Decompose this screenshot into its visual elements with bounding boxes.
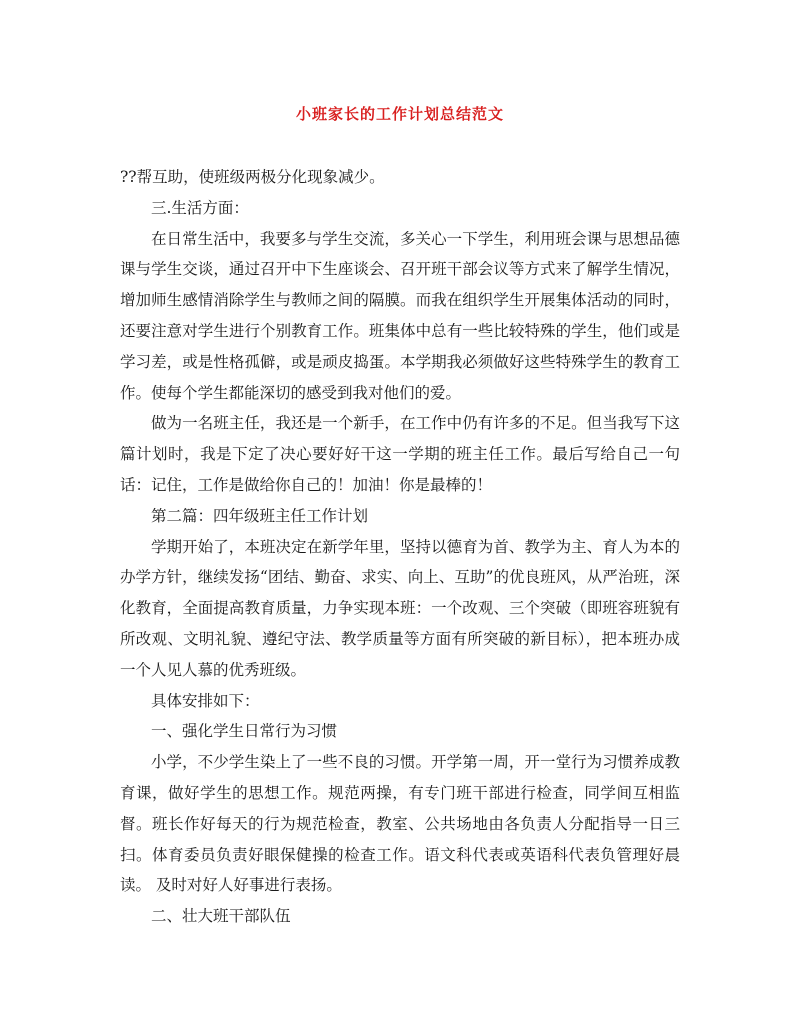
heading-second-article: 第二篇：四年级班主任工作计划 bbox=[151, 506, 369, 525]
heading-section-one: 一、强化学生日常行为习惯 bbox=[151, 722, 338, 741]
heading-life-aspect: 三.生活方面： bbox=[151, 198, 249, 217]
paragraph-new-teacher: 做为一名班主任，我还是一个新手，在工作中仍有许多的不足。但当我写下这篇计划时，我是下定了决心要好好干这一学期的班主任工作。最后写给自己一句话：记住，工作是做给你自己的！加油！你是最棒的！ bbox=[120, 414, 680, 494]
heading-arrangement: 具体安排如下： bbox=[151, 691, 260, 710]
document-body bbox=[120, 162, 680, 932]
paragraph-habits: 小学，不少学生染上了一些不良的习惯。开学第一周，开一堂行为习惯养成教育课，做好学生的思想工作。规范两操，有专门班干部进行检查，同学间互相监 督。班长作好每天的行为规范检查，教室、公共场地由各负责人分配指导一日三扫。体育委员负责好眼保健操的检查工作。语文科代表或英语科代表负管理好晨读。 及时对好人好事进行表扬。 bbox=[120, 753, 680, 895]
heading-section-two: 二、壮大班干部队伍 bbox=[151, 907, 291, 926]
paragraph-continuation: ??帮互助，使班级两极分化现象减少。 bbox=[120, 168, 385, 186]
paragraph-daily-life: 在日常生活中，我要多与学生交流，多关心一下学生，利用班会课与思想品德课与学生交谈，通过召开中下生座谈会、召开班干部会议等方式来了解学生情况，增加师生感情消除学生与教师之间的隔膜。而我在组织学生开展集体活动的同时，还要注意对学生进行个别教育工作。班集体中总有一些比较特殊的学生，他们或是学习差，或是性格孤僻，或是顽皮捣蛋。本学期我必须做好这些特殊学生的教育工作。使每个学生都能深切的感受到我对他们的爱。 bbox=[120, 229, 680, 402]
document-title: 小班家长的工作计划总结范文 bbox=[295, 105, 504, 123]
paragraph-semester-start: 学期开始了，本班决定在新学年里，坚持以德育为首、教学为主、育人为本的办学方针，继续发扬“团结、勤奋、求实、向上、互助”的优良班风，从严治班，深 化教育，全面提高教育质量，力争实现本班：一个改观、三个突破（即班容班貌有所改观、文明礼貌、遵纪守法、教学质量等方面有所突破的新目标），把本班办成 一个人见人慕的优秀班级。 bbox=[120, 537, 680, 679]
